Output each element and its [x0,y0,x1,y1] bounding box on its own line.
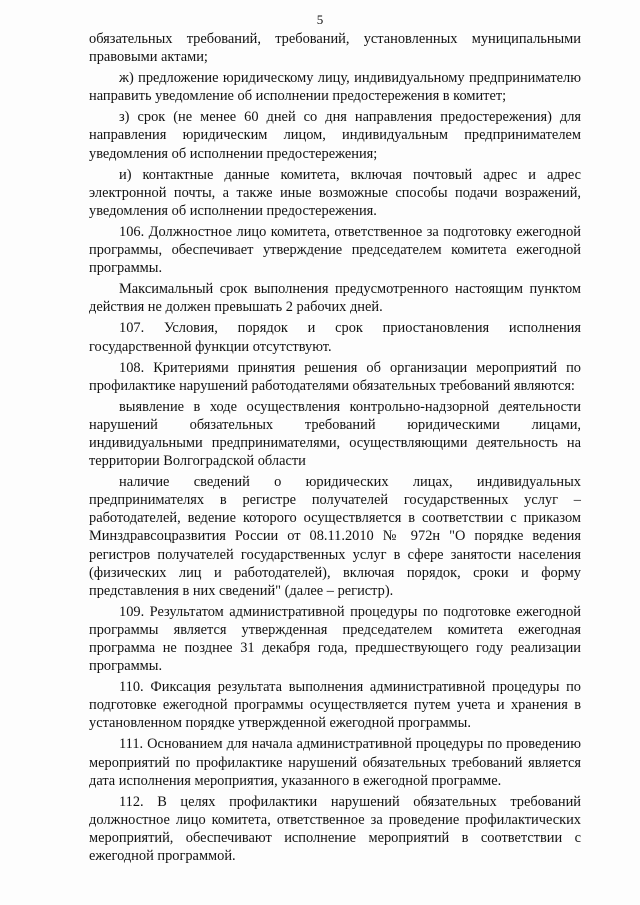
paragraph: з) срок (не менее 60 дней со дня направления предостережения) для направления юридическим лицом, индивидуальным предпринимателем уведомления об исполнении предостережения; [89,109,581,162]
paragraph: ж) предложение юридическому лицу, индивидуальному предпринимателю направить уведомление об исполнении предостережения в комитет; [89,70,581,105]
paragraph: 109. Результатом административной процедуры по подготовке ежегодной программы является утвержденная председателем комитета ежегодная программа не позднее 31 декабря года, предшествующего году реализации программы. [89,603,581,675]
paragraph: 106. Должностное лицо комитета, ответственное за подготовку ежегодной программы, обеспечивает утверждение председателем комитета ежегодной программы. [89,223,581,277]
paragraph: выявление в ходе осуществления контрольно-надзорной деятельности нарушений обязательных требований юридическими лицами, индивидуальными предпринимателями, осуществляющими деятельность на территории Волгоградской области [89,398,581,470]
paragraph: 107. Условия, порядок и срок приостановления исполнения государственной функции отсутствуют. [89,320,581,355]
paragraph: 108. Критериями принятия решения об организации мероприятий по профилактике нарушений работодателями обязательных требований являются: [89,359,581,394]
page-number: 5 [316,12,324,27]
paragraph: 111. Основанием для начала административной процедуры по проведению мероприятий по профилактике нарушений обязательных требований является дата исполнения мероприятия, указанного в ежегодной программе. [89,736,581,789]
paragraph: Максимальный срок выполнения предусмотренного настоящим пунктом действия не должен превышать 2 рабочих дней. [89,281,581,316]
paragraph: обязательных требований, требований, установленных муниципальными правовыми актами; [89,31,581,66]
document-body [89,30,581,865]
paragraph: наличие сведений о юридических лицах, индивидуальных предпринимателях в регистре получателей государственных услуг – работодателей, ведение которого осуществляется в соответствии с приказом Минздравсоцразвития России от 08.11.2010 № 972н "О порядке ведения регистров получателей государственных услуг в сфере занятости населения (физических лиц и работодателей), включая порядок, сроки и форму представления в них сведений" (далее – регистр). [89,474,581,599]
paragraph: и) контактные данные комитета, включая почтовый адрес и адрес электронной почты, а также иные возможные способы подачи возражений, уведомления об исполнении предостережения. [89,166,581,219]
paragraph: 112. В целях профилактики нарушений обязательных требований должностное лицо комитета, ответственное за проведение профилактических мероприятий, обеспечивают исполнение мероприятий в соответствии с ежегодной программой. [89,793,581,865]
paragraph: 110. Фиксация результата выполнения административной процедуры по подготовке ежегодной программы осуществляется путем учета и хранения в установленном порядке утвержденной ежегодной программы. [89,679,581,732]
